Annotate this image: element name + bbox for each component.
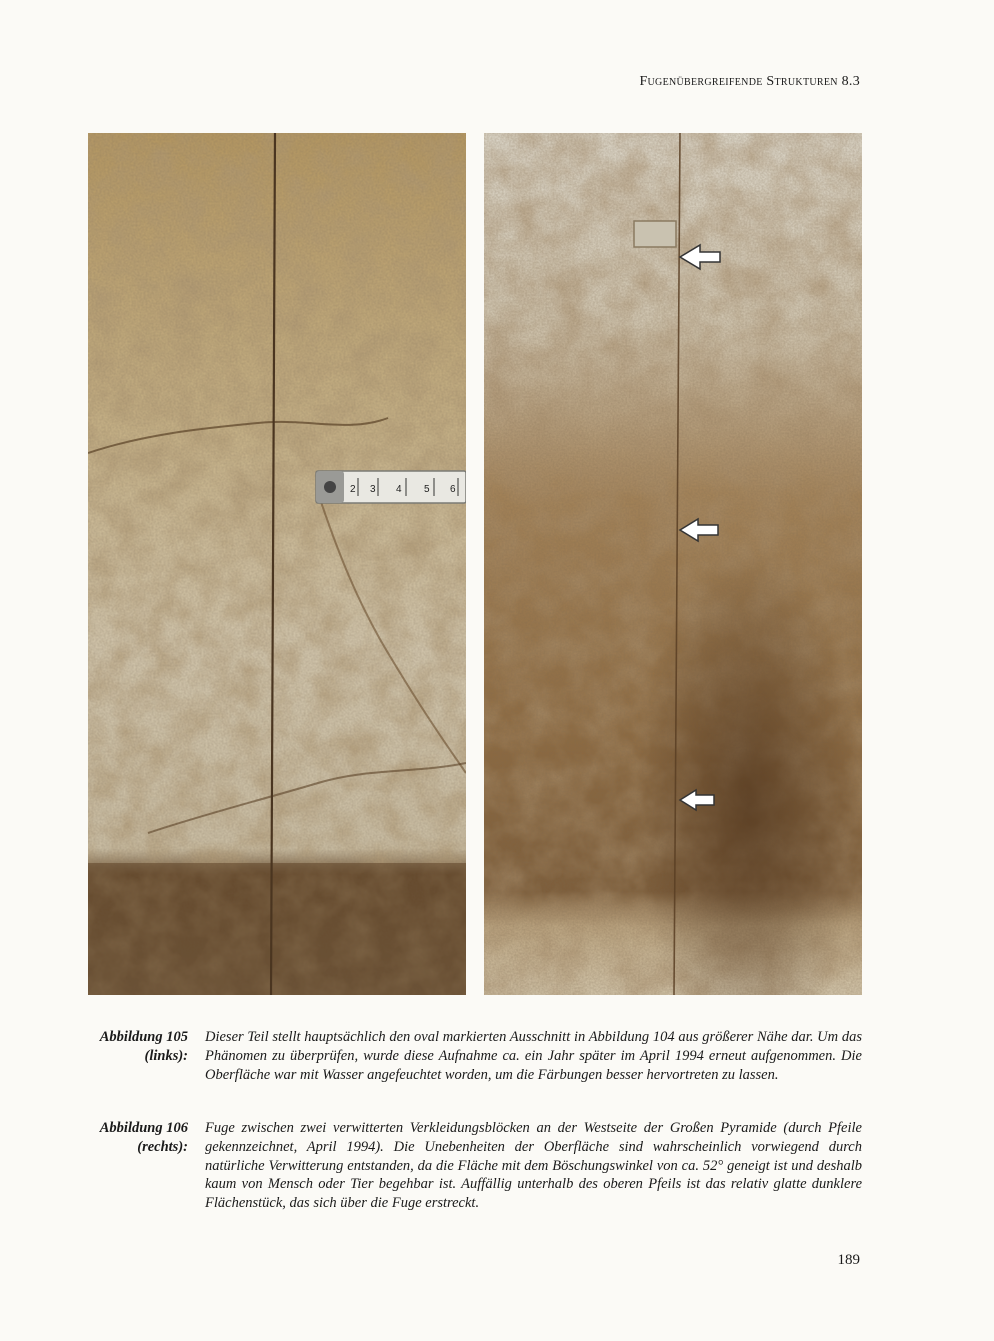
- photo-figure-106: [484, 133, 862, 995]
- caption-label: [88, 1119, 188, 1157]
- stone-joint-photo-right: [484, 133, 862, 995]
- tape-number: 3: [370, 484, 376, 495]
- page-number: 189: [837, 1252, 860, 1268]
- caption-label: [88, 1028, 188, 1066]
- measuring-tape: [316, 471, 466, 503]
- caption-figure-105: [88, 1028, 862, 1108]
- tape-number: 6: [450, 484, 456, 495]
- tape-number: 5: [424, 484, 430, 495]
- caption-label-position: (rechts):: [137, 1138, 188, 1155]
- caption-label-number: Abbildung 105: [99, 1029, 188, 1045]
- caption-label-number: Abbildung 106: [99, 1120, 188, 1136]
- caption-figure-106: [88, 1119, 862, 1219]
- running-header: [639, 74, 860, 90]
- caption-text: Dieser Teil stellt hauptsächlich den oval markierten Ausschnitt in Abbildung 104 aus größerer Nähe dar. Um das Phänomen zu überprüfen, wurde diese Aufnahme ca. ein Jahr später im April 1994 erneut aufgenommen. Die Oberfläche war mit Wasser angefeuchtet worden, um die Färbungen besser hervortreten zu lassen.: [205, 1029, 862, 1083]
- header-section: 8.3: [841, 74, 860, 89]
- caption-text: Fuge zwischen zwei verwitterten Verkleidungsblöcken an der Westseite der Großen Pyramide (durch Pfeile gekennzeichnet, April 1994). Die Unebenheiten der Oberfläche sind wahrscheinlich vorwiegend durch natürliche Verwitterung entstanden, da die Fläche mit dem Böschungswinkel von ca. 52° geneigt ist und deshalb kaum von Mensch oder Tier begehbar ist. Auffällig unterhalb des oberen Pfeils ist das relativ glatte dunklere Flächenstück, das sich über die Fuge erstreckt.: [205, 1120, 862, 1212]
- tape-number: 2: [350, 484, 356, 495]
- caption-label-position: (links):: [144, 1047, 188, 1064]
- header-title: Fugenübergreifende Strukturen: [639, 74, 838, 89]
- stone-joint-photo-left: [88, 133, 466, 995]
- photo-figure-105: [88, 133, 466, 995]
- tape-number: 4: [396, 484, 402, 495]
